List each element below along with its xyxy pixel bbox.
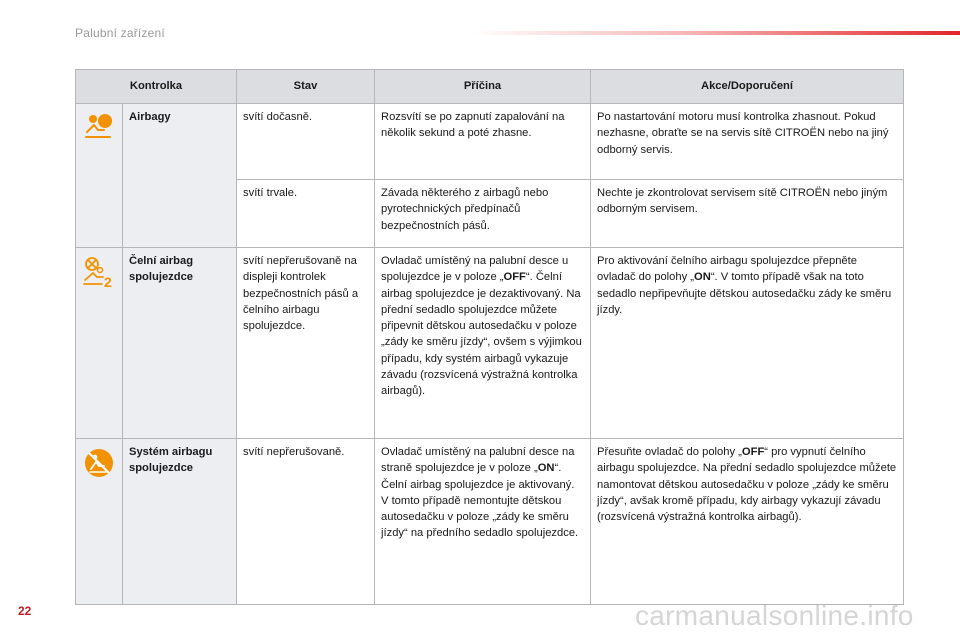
header-kontrolka: Kontrolka bbox=[76, 70, 237, 104]
row-cause: Rozsvítí se po zapnutí zapalování na několik sekund a poté zhasne. bbox=[375, 104, 591, 180]
airbag-warning-icon bbox=[82, 112, 116, 140]
row-action: Nechte je zkontrolovat servisem sítě CITROËN nebo jiným odborným servisem. bbox=[591, 180, 904, 248]
watermark: carmanualsonline.info bbox=[635, 600, 914, 631]
icon-cell bbox=[76, 248, 123, 439]
icon-cell bbox=[76, 104, 123, 248]
row-action: Po nastartování motoru musí kontrolka zhasnout. Pokud nezhasne, obraťte se na servis sítě CITROËN nebo na jiný odborný servis. bbox=[591, 104, 904, 180]
row-name: Čelní airbag spolujezdce bbox=[123, 248, 237, 439]
table-header-row bbox=[76, 70, 904, 104]
row-state: svítí dočasně. bbox=[237, 104, 375, 180]
row-cause: Závada některého z airbagů nebo pyrotechnických předpínačů bezpečnostních pásů. bbox=[375, 180, 591, 248]
header-akce: Akce/Doporučení bbox=[591, 70, 904, 104]
warning-lights-table bbox=[75, 69, 904, 605]
row-state: svítí trvale. bbox=[237, 180, 375, 248]
table-row bbox=[76, 439, 904, 605]
header-pricina: Příčina bbox=[375, 70, 591, 104]
row-cause: Ovladač umístěný na palubní desce u spolujezdce je v poloze „OFF“. Čelní airbag spolujezdce je dezaktivovaný. Na přední sedadlo spolujezdce můžete připevnit dětskou autosedačku v poloze „zády ke směru jízdy“, ovšem s výjimkou případu, kdy systém airbagů vykazuje závadu (rozsvícená výstražná kontrolka airbagů). bbox=[375, 248, 591, 439]
row-state: svítí nepřerušovaně na displeji kontrolek bezpečnostních pásů a čelního airbagu spolujezdce. bbox=[237, 248, 375, 439]
row-name: Systém airbagu spolujezdce bbox=[123, 439, 237, 605]
row-name: Airbagy bbox=[123, 104, 237, 248]
row-action: Přesuňte ovladač do polohy „OFF“ pro vypnutí čelního airbagu spolujezdce. Na přední sedadlo spolujezdce můžete namontovat dětskou autosedačku v poloze „zády ke směru jízdy“, avšak kromě případu, kdy airbagy vykazují závadu (rozsvícená výstražná kontrolka airbagů). bbox=[591, 439, 904, 605]
page-number: 22 bbox=[18, 604, 32, 618]
passenger-airbag-on-icon bbox=[82, 447, 116, 479]
table-row bbox=[76, 248, 904, 439]
table-row bbox=[76, 104, 904, 180]
section-title: Palubní zařízení bbox=[75, 26, 165, 40]
header-stav: Stav bbox=[237, 70, 375, 104]
row-action: Pro aktivování čelního airbagu spolujezdce přepněte ovladač do polohy „ON“. V tomto případě však na toto sedadlo nepřipevňujte dětskou autosedačku zády ke směru jízdy. bbox=[591, 248, 904, 439]
header-accent-line bbox=[470, 31, 960, 35]
row-state: svítí nepřerušovaně. bbox=[237, 439, 375, 605]
icon-cell bbox=[76, 439, 123, 605]
row-cause: Ovladač umístěný na palubní desce na straně spolujezdce je v poloze „ON“. Čelní airbag spolujezdce je aktivovaný. V tomto případě nemontujte dětskou autosedačku v poloze „zády ke směru jízdy“ na předního sedadlo spolujezdce. bbox=[375, 439, 591, 605]
svg-text:2: 2 bbox=[104, 274, 112, 288]
passenger-airbag-off-icon bbox=[82, 256, 116, 288]
